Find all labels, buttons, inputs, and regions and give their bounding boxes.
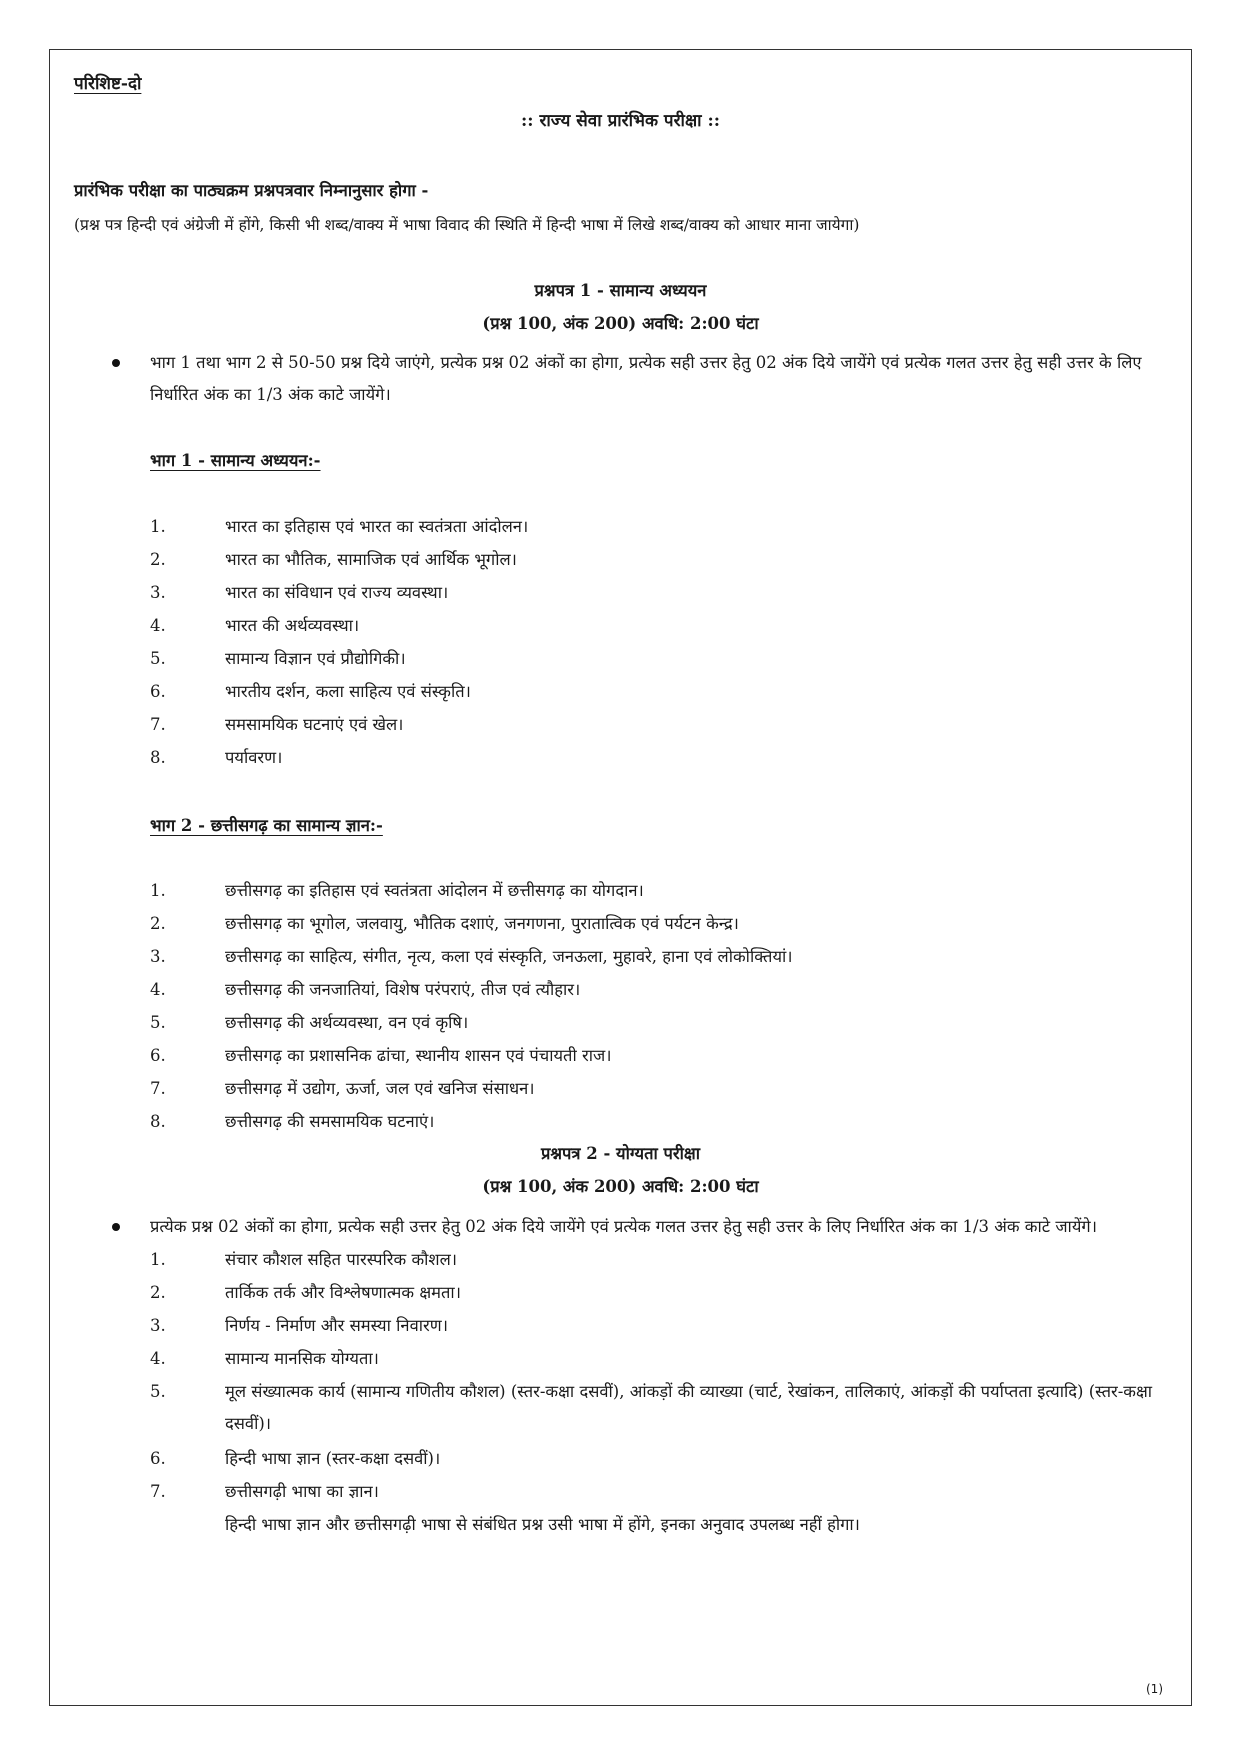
list-item-number: 2. (150, 914, 166, 933)
list-item-text: छत्तीसगढ़ की समसामयिक घटनाएं। (225, 1112, 435, 1131)
list-item-number: 4. (150, 1349, 166, 1368)
list-item-text: हिन्दी भाषा ज्ञान (स्तर-कक्षा दसवीं)। (225, 1449, 441, 1468)
part1-heading: भाग 1 - सामान्य अध्ययन:- (150, 451, 321, 470)
appendix-label: परिशिष्ट-दो (74, 74, 142, 94)
list-item-number: 8. (150, 748, 166, 767)
list-item-number: 5. (150, 1013, 166, 1032)
list-item-text: छत्तीसगढ़ का इतिहास एवं स्वतंत्रता आंदोलन में छत्तीसगढ़ का योगदान। (225, 881, 644, 900)
list-item-number: 2. (150, 550, 166, 569)
list-item-number: 3. (150, 1316, 166, 1335)
list-item-text: भारत की अर्थव्यवस्था। (225, 616, 360, 635)
paper1-meta: (प्रश्न 100, अंक 200) अवधि: 2:00 घंटा (482, 314, 759, 333)
page-title: :: राज्य सेवा प्रारंभिक परीक्षा :: (520, 111, 721, 131)
list-item-number: 7. (150, 1482, 166, 1501)
list-item-text: समसामयिक घटनाएं एवं खेल। (225, 715, 404, 734)
list-item-number: 2. (150, 1283, 166, 1302)
list-item-number: 1. (150, 517, 166, 536)
list-item-text: भारत का संविधान एवं राज्य व्यवस्था। (225, 583, 449, 602)
list-item-text: छत्तीसगढ़ का साहित्य, संगीत, नृत्य, कला एवं संस्कृति, जनऊला, मुहावरे, हाना एवं लोकोक्तियां। (225, 947, 793, 966)
paper2-instruction: प्रत्येक प्रश्न 02 अंकों का होगा, प्रत्येक सही उत्तर हेतु 02 अंक दिये जायेंगे एवं प्रत्येक गलत उत्तर हेतु सही उत्तर के लिए निर्धारित अंक का 1/3 अंक काटे जायेंगे। (150, 1217, 1097, 1236)
list-item-number: 7. (150, 1079, 166, 1098)
list-item-text: छत्तीसगढ़ की जनजातियां, विशेष परंपराएं, तीज एवं त्यौहार। (225, 980, 581, 999)
list-item-text: सामान्य मानसिक योग्यता। (225, 1349, 379, 1368)
list-item-text: भारत का इतिहास एवं भारत का स्वतंत्रता आंदोलन। (225, 517, 529, 536)
list-item-number: 5. (150, 649, 166, 668)
bullet-icon (112, 1223, 120, 1231)
language-note: (प्रश्न पत्र हिन्दी एवं अंग्रेजी में होंगे, किसी भी शब्द/वाक्य में भाषा विवाद की स्थिति में हिन्दी भाषा में लिखे शब्द/वाक्य को आधार माना जायेगा) (74, 216, 860, 234)
list-item-text: छत्तीसगढ़ का भूगोल, जलवायु, भौतिक दशाएं, जनगणना, पुरातात्विक एवं पर्यटन केन्द्र। (225, 914, 739, 933)
list-item-number: 4. (150, 616, 166, 635)
page-number: (1) (1146, 1682, 1163, 1696)
list-item-text: निर्णय - निर्माण और समस्या निवारण। (225, 1316, 448, 1335)
list-item-number: 6. (150, 1449, 166, 1468)
list-item-text: पर्यावरण। (225, 748, 283, 767)
list-item-number: 8. (150, 1112, 166, 1131)
list-item-text: सामान्य विज्ञान एवं प्रौद्योगिकी। (225, 649, 406, 668)
list-item-text: संचार कौशल सहित पारस्परिक कौशल। (225, 1250, 458, 1269)
list-item-number: 4. (150, 980, 166, 999)
list-item-text: भारत का भौतिक, सामाजिक एवं आर्थिक भूगोल। (225, 550, 517, 569)
paper2-meta: (प्रश्न 100, अंक 200) अवधि: 2:00 घंटा (482, 1177, 759, 1196)
list-item-number: 7. (150, 715, 166, 734)
paper1-title: प्रश्नपत्र 1 - सामान्य अध्ययन (534, 281, 707, 300)
paper2-title: प्रश्नपत्र 2 - योग्यता परीक्षा (540, 1144, 701, 1163)
list-item-number: 6. (150, 682, 166, 701)
syllabus-heading: प्रारंभिक परीक्षा का पाठ्यक्रम प्रश्नपत्रवार निम्नानुसार होगा - (74, 181, 429, 200)
list-item-number: 5. (150, 1382, 166, 1401)
list-item-text: छत्तीसगढ़ में उद्योग, ऊर्जा, जल एवं खनिज संसाधन। (225, 1079, 535, 1098)
list-item-text: छत्तीसगढ़ की अर्थव्यवस्था, वन एवं कृषि। (225, 1013, 469, 1032)
list-item-number: 1. (150, 1250, 166, 1269)
list-item-number: 3. (150, 947, 166, 966)
part2-heading: भाग 2 - छत्तीसगढ़ का सामान्य ज्ञान:- (150, 816, 383, 835)
list-item-number: 6. (150, 1046, 166, 1065)
list-item-number: 3. (150, 583, 166, 602)
translation-note: हिन्दी भाषा ज्ञान और छत्तीसगढ़ी भाषा से संबंधित प्रश्न उसी भाषा में होंगे, इनका अनुवाद उपलब्ध नहीं होगा। (225, 1515, 860, 1534)
list-item-text: मूल संख्यात्मक कार्य (सामान्य गणितीय कौशल) (स्तर-कक्षा दसवीं), आंकड़ों की व्याख्या (चार्ट, रेखांकन, तालिकाएं, आंकड़ों की पर्याप्तता इत्यादि) (स्तर-कक्षा दसवीं)। (225, 1382, 1153, 1433)
paper1-instruction: भाग 1 तथा भाग 2 से 50-50 प्रश्न दिये जाएंगे, प्रत्येक प्रश्न 02 अंकों का होगा, प्रत्येक सही उत्तर हेतु 02 अंक दिये जायेंगे एवं प्रत्येक गलत उत्तर हेतु सही उत्तर के लिए निर्धारित अंक का 1/3 अंक काटे जायेंगे। (150, 353, 1142, 404)
list-item-text: भारतीय दर्शन, कला साहित्य एवं संस्कृति। (225, 682, 471, 701)
list-item-text: छत्तीसगढ़ी भाषा का ज्ञान। (225, 1482, 379, 1501)
list-item-text: तार्किक तर्क और विश्लेषणात्मक क्षमता। (225, 1283, 461, 1302)
bullet-icon (112, 359, 120, 367)
list-item-number: 1. (150, 881, 166, 900)
list-item-text: छत्तीसगढ़ का प्रशासनिक ढांचा, स्थानीय शासन एवं पंचायती राज। (225, 1046, 612, 1065)
